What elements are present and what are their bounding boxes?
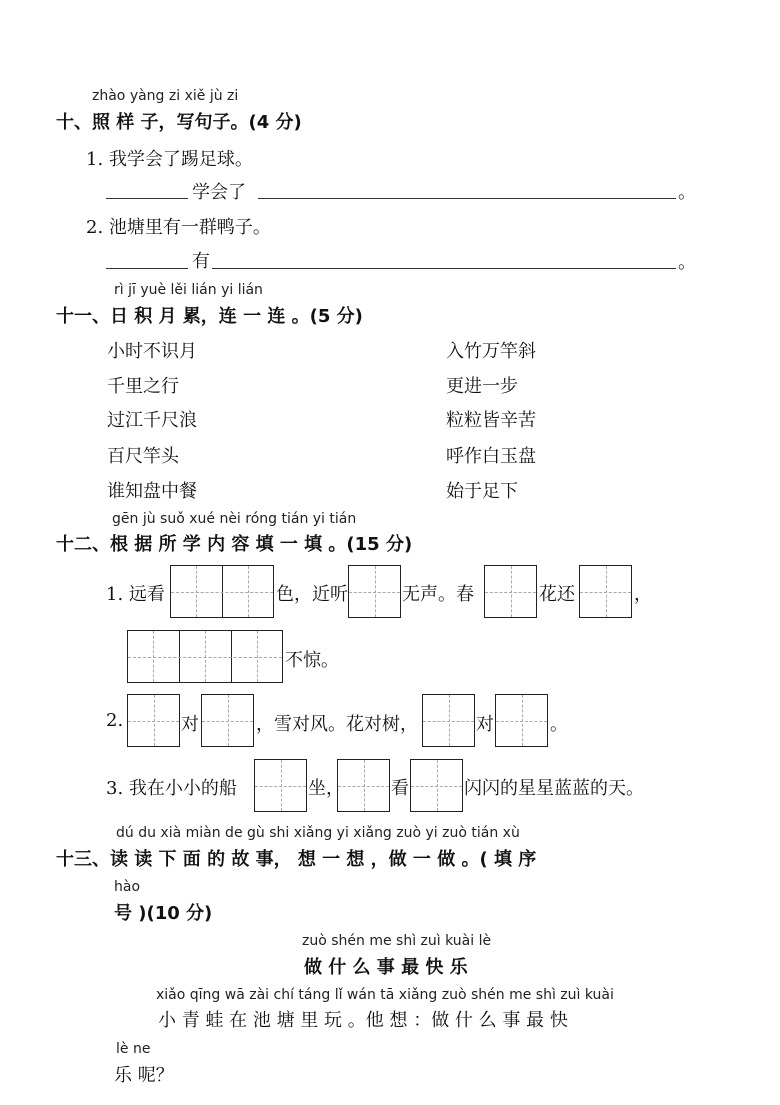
s10-q1-mid: 学会了	[192, 182, 246, 203]
s12-q2-text-c: ，雪对风。花对树，	[256, 714, 418, 735]
tianzige-box[interactable]	[579, 565, 632, 618]
s13-pinyin-2: hào	[114, 879, 141, 895]
s12-q1-text-c: 无声。春	[402, 584, 474, 605]
s11-heading: 十一、日 积 月 累，连 一 连 。(5 分)	[56, 306, 363, 327]
story-title-pinyin: zuò shén me shì zuì kuài lè	[302, 933, 492, 949]
s13-heading: 十三、读 读 下 面 的 故 事， 想 一 想 ，做 一 做 。( 填 序	[56, 849, 537, 870]
tianzige-box[interactable]	[495, 694, 548, 747]
s10-q2-mid: 有	[192, 251, 210, 272]
tianzige-box[interactable]	[484, 565, 537, 618]
s12-q3-text-c: 看	[391, 778, 409, 799]
s12-pinyin: gēn jù suǒ xué nèi róng tián yi tián	[112, 511, 357, 527]
poem-right-5[interactable]: 始于足下	[446, 481, 518, 502]
story-line2-pinyin: lè ne	[116, 1041, 151, 1057]
tianzige-box[interactable]	[410, 759, 463, 812]
poem-left-2[interactable]: 千里之行	[107, 376, 179, 397]
s10-question-2: 2. 池塘里有一群鸭子。	[86, 217, 271, 238]
story-line2: 乐 呢？	[114, 1065, 174, 1086]
s12-q1-text-b: 色，近听	[276, 584, 348, 605]
s12-q3-text-d: 闪闪的星星蓝蓝的天。	[464, 778, 644, 799]
tianzige-box[interactable]	[170, 565, 274, 618]
poem-left-3[interactable]: 过江千尺浪	[107, 410, 197, 431]
s12-q1-text-a: 1. 远看	[106, 584, 165, 605]
poem-left-4[interactable]: 百尺竿头	[107, 446, 179, 467]
s12-q1-text-d: 花还	[539, 584, 575, 605]
s13-heading-2: 号 )(10 分)	[114, 903, 213, 924]
tianzige-box[interactable]	[422, 694, 475, 747]
s13-pinyin: dú du xià miàn de gù shi xiǎng yi xiǎng zuò yi zuò tián xù	[116, 825, 520, 841]
tianzige-box[interactable]	[127, 694, 180, 747]
s12-q3-text-b: 坐，	[308, 778, 344, 799]
s10-q2-end: 。	[678, 252, 696, 273]
tianzige-box[interactable]	[337, 759, 390, 812]
s12-q1-text-f: 不惊。	[285, 650, 339, 671]
story-title: 做 什 么 事 最 快 乐	[304, 957, 468, 978]
tianzige-box[interactable]	[127, 630, 283, 683]
s11-pinyin: rì jī yuè lěi lián yi lián	[114, 282, 263, 298]
s12-q1-text-e: ，	[634, 584, 652, 605]
s10-pinyin: zhào yàng zi xiě jù zi	[92, 88, 239, 104]
story-line1: 小 青 蛙 在 池 塘 里 玩 。他 想 ：做 什 么 事 最 快	[158, 1010, 568, 1031]
poem-left-5[interactable]: 谁知盘中餐	[107, 481, 197, 502]
tianzige-box[interactable]	[201, 694, 254, 747]
s12-q2-text-e: 。	[550, 714, 568, 735]
s12-q2-text-d: 对	[476, 714, 494, 735]
poem-right-3[interactable]: 粒粒皆辛苦	[446, 410, 536, 431]
tianzige-box[interactable]	[254, 759, 307, 812]
s12-q3-text-a: 3. 我在小小的船	[106, 778, 237, 799]
s12-heading: 十二、根 据 所 学 内 容 填 一 填 。(15 分)	[56, 534, 413, 555]
s10-q1-blank-2[interactable]	[258, 198, 676, 199]
s10-q2-blank-1[interactable]	[106, 268, 188, 269]
poem-right-1[interactable]: 入竹万竿斜	[446, 341, 536, 362]
s12-q2-text-a: 2.	[106, 710, 124, 731]
s10-q1-blank-1[interactable]	[106, 198, 188, 199]
poem-left-1[interactable]: 小时不识月	[107, 341, 197, 362]
s10-heading: 十、照 样 子，写句子。(4 分)	[56, 112, 302, 133]
s10-q2-blank-2[interactable]	[212, 268, 676, 269]
poem-right-2[interactable]: 更进一步	[446, 376, 518, 397]
s10-q1-end: 。	[678, 182, 696, 203]
poem-right-4[interactable]: 呼作白玉盘	[446, 446, 536, 467]
story-line1-pinyin: xiǎo qīng wā zài chí táng lǐ wán tā xiǎng zuò shén me shì zuì kuài	[156, 987, 614, 1003]
s12-q2-text-b: 对	[181, 714, 199, 735]
tianzige-box[interactable]	[348, 565, 401, 618]
s10-question-1: 1. 我学会了踢足球。	[86, 149, 253, 170]
